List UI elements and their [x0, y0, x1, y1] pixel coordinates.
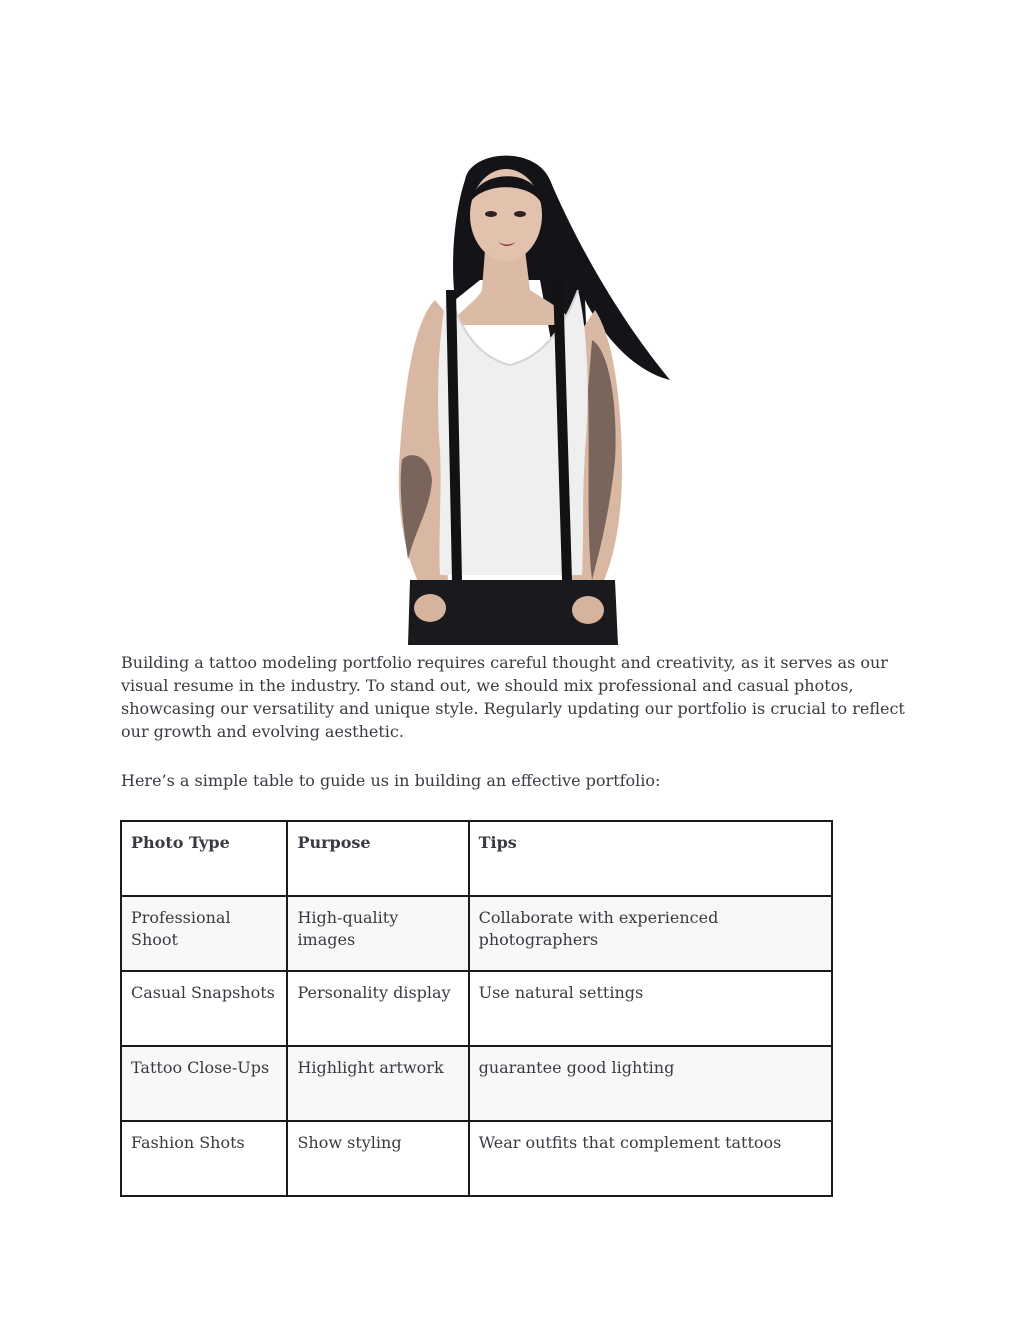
cell-purpose: High-quality images	[287, 896, 468, 971]
model-illustration	[360, 150, 670, 645]
cell-tips: Collaborate with experienced photographers	[469, 896, 832, 971]
cell-purpose: Show styling	[287, 1121, 468, 1196]
table-lead-paragraph: Here’s a simple table to guide us in building an effective portfolio:	[121, 771, 661, 790]
cell-purpose: Highlight artwork	[287, 1046, 468, 1121]
model-photo	[360, 150, 670, 645]
header-tips: Tips	[469, 821, 832, 896]
cell-tips: guarantee good lighting	[469, 1046, 832, 1121]
table-row	[121, 896, 832, 971]
table-row	[121, 971, 832, 1046]
cell-photo-type: Professional Shoot	[121, 896, 287, 971]
table-row	[121, 1046, 832, 1121]
header-photo-type: Photo Type	[121, 821, 287, 896]
header-purpose: Purpose	[287, 821, 468, 896]
cell-purpose: Personality display	[287, 971, 468, 1046]
cell-tips: Wear outfits that complement tattoos	[469, 1121, 832, 1196]
cell-photo-type: Casual Snapshots	[121, 971, 287, 1046]
cell-tips: Use natural settings	[469, 971, 832, 1046]
intro-paragraph: Building a tattoo modeling portfolio requires careful thought and creativity, as it serves as our visual resume in the industry. To stand out, we should mix professional and casual photos, showcasing our versatility and unique style. Regularly updating our portfolio is crucial to reflect our growth and evolving aesthetic.	[121, 653, 905, 741]
portfolio-guide-table	[120, 820, 833, 1197]
cell-photo-type: Fashion Shots	[121, 1121, 287, 1196]
table-header-row	[121, 821, 832, 896]
table-row	[121, 1121, 832, 1196]
cell-photo-type: Tattoo Close-Ups	[121, 1046, 287, 1121]
